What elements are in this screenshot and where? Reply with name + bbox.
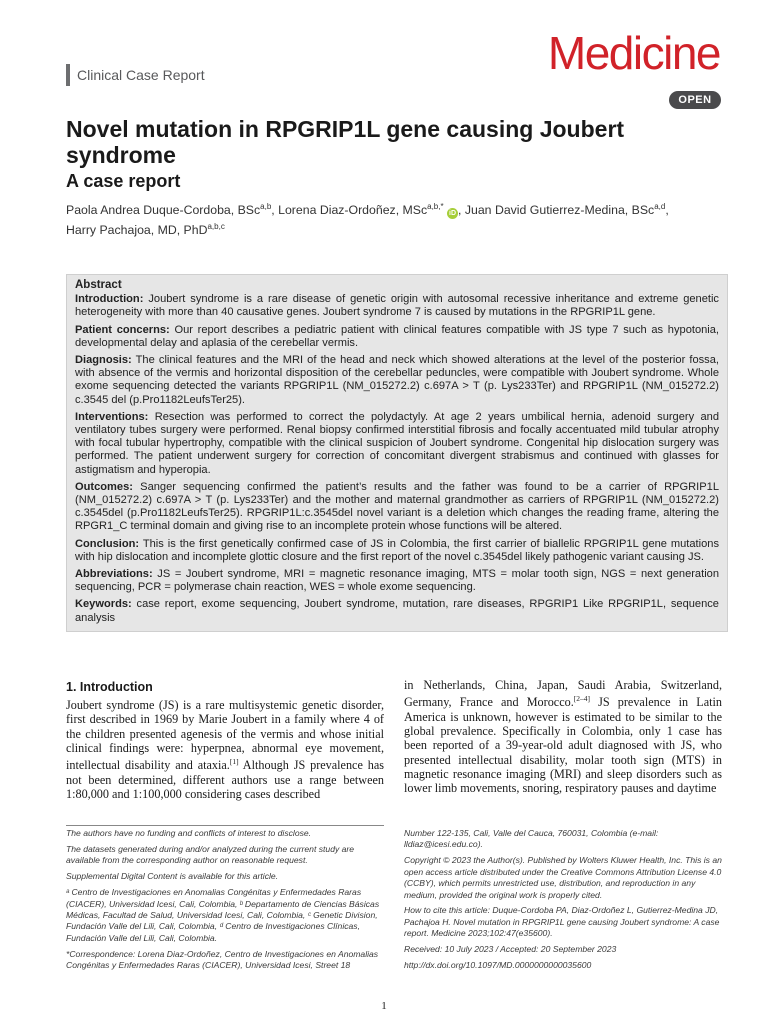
citation-link[interactable]: [1] (229, 757, 239, 767)
body-text-right-column: in Netherlands, China, Japan, Saudi Arabia, Switzerland, Germany, France and Morocco.[2–4] JS prevalence in Latin America is unknown, however is estimated to be similar to the global prevalence. Specifically in Colombia, only 1 case has been reported of a 39-year-old adult diagnosed with JS, who presented intellectual disability, molar tooth sign (MTS) in magnetic resonance imaging (MRI) and sleep disorders such as lower limb movements, snoring, respiratory pauses and daytime (404, 678, 722, 796)
page-number: 1 (381, 1000, 387, 1012)
abstract-heading: Abstract (75, 279, 122, 291)
abstract-box (66, 274, 728, 632)
section-heading-introduction: 1. Introduction (66, 680, 153, 694)
author: Juan David Gutierrez-Medina, BSc$^{a,d}$, (464, 202, 669, 218)
article-title: Novel mutation in RPGRIP1L gene causing Joubert syndrome (66, 116, 625, 168)
footnote-correspondence: *Correspondence: Lorena Diaz-Ordoñez, Centro de Investigaciones en Anomalias Congénitas y Enfermedades Raras (CIACER), Universidad Icesi, Street 18 (66, 948, 379, 971)
citation-link[interactable]: [2–4] (573, 694, 591, 704)
abstract-patient-concerns: Patient concerns: Our report describes a pediatric patient with clinical features compatible with JS type 7 such as hypotonia, developmental delay and aplasia of the cerebellar vermis. (75, 323, 719, 349)
abstract-abbreviations: Abbreviations: JS = Joubert syndrome, MRI = magnetic resonance imaging, MTS = molar tooth sign, NGS = next generation sequencing, PCR = polymerase chain reaction, WES = whole exome sequencing. (75, 568, 719, 594)
footnote-citation: How to cite this article: Duque-Cordoba PA, Diaz-Ordoñez L, Gutierrez-Medina JD, Pachajoa H. Novel mutation in RPGRIP1L gene causing Joubert syndrome: A case report. Medicine 2023;102:47(e35600). (404, 905, 720, 939)
body-text-left-column: Joubert syndrome (JS) is a rare multisystemic genetic disorder, first described in 1969 by Marie Joubert in a family where 4 of the children presented agenesis of the vermis and whose initial clinical findings were: hyperpnea, abnormal eye movement, intellectual disability and ataxia.[1] Although JS prevalence has not been determined, different authors use a range between 1:80,000 and 1:100,000 considering cases described (66, 698, 384, 801)
footnote-affiliations: ᵃ Centro de Investigaciones en Anomalias Congénitas y Enfermedades Raras (CIACER), Universidad Icesi, Cali, Colombia, ᵇ Departamento de Ciencias Básicas Médicas, Facultad de Salud, Universidad Icesi, Cali, Colombia, ᶜ Genetic Division, Fundación Valle del Lili, Cali, Colombia, ᵈ Centro de Investigaciones Clínicas, Fundación Valle del Lili, Cali, Colombia. (66, 887, 380, 943)
footnote-dates: Received: 10 July 2023 / Accepted: 20 September 2023 (404, 944, 617, 955)
author: Harry Pachajoa, MD, PhD$^{a,b,c}$ (66, 222, 225, 238)
footnote-address: Number 122-135, Cali, Valle del Cauca, 760031, Colombia (e-mail: lldiaz@icesi.edu.co). (404, 828, 659, 850)
article-subtitle: A case report (66, 171, 181, 191)
author: Paola Andrea Duque-Cordoba, BSc$^{a,b}$, (66, 202, 279, 218)
footnote-supplemental: Supplemental Digital Content is available for this article. (66, 871, 279, 882)
footnotes-right (404, 828, 722, 976)
abstract-keywords: Keywords: case report, exome sequencing, Joubert syndrome, mutation, rare diseases, RPGRIP1 Like RPGRIP1L, sequence analysis (75, 598, 719, 624)
journal-logo: Medicine (547, 27, 720, 79)
open-access-badge: OPEN (669, 91, 721, 109)
footnotes-left (66, 828, 384, 976)
footnote-funding: The authors have no funding and conflicts of interest to disclose. (66, 828, 312, 838)
footnote-divider (66, 825, 384, 826)
abstract-interventions: Interventions: Resection was performed to correct the polydactyly. At age 2 years umbilical hernia, adenoid surgery and ventilatory tubes surgery were performed. Renal biopsy confirmed interstitial fibrosis and focally accentuated mild tubular atrophy with focal tubular hypertrophy, compatible with the clinical suspicion of Joubert syndrome. Congenital hip dislocation surgery was performed. The patient underwent surgery for correction of concomitant divergent strabismus and continued with glasses for astigmatism and hyperopia. (75, 410, 719, 476)
footnote-doi-link[interactable]: http://dx.doi.org/10.1097/MD.0000000000035600 (404, 960, 592, 971)
section-label: Clinical Case Report (66, 64, 205, 86)
abstract-conclusion: Conclusion: This is the first genetically confirmed case of JS in Colombia, the first carrier of biallelic RPGRIP1L gene mutations with hip dislocation and incomplete glottic closure and the first report of the novel c.3545del likely pathogenic variant causing JS. (75, 537, 719, 563)
author: Lorena Diaz-Ordoñez, MSc$^{a,b,*}$ iD , (278, 202, 465, 218)
abstract-diagnosis: Diagnosis: The clinical features and the MRI of the head and neck which showed alterations at the level of the posterior fossa, with absence of the vermis and horizontal disposition of the cerebellar peduncles, were compatible with Joubert syndrome. Whole exome sequencing detected the variants RPGRIP1L (NM_015272.2) c.697A > T (p. Lys233Ter) and RPGRIP1L (NM_015272.2) c.3545 del (p.Pro1182LeufsTer25). (75, 354, 719, 406)
abstract-introduction: Introduction: Joubert syndrome is a rare disease of genetic origin with autosomal recessive inheritance and extreme genetic heterogeneity with more than 40 causative genes. Joubert syndrome 7 is caused by mutations in the RPGRIP1L gene. (75, 293, 719, 319)
abstract-outcomes: Outcomes: Sanger sequencing confirmed the patient’s results and the father was found to be a carrier of RPGRIP1L (NM_015272.2) c.697A > T (p. Lys233Ter) and the mother and maternal grandmother as carriers of RPGRIP1L (NM_015272.2) c.3545del (p.Pro1182LeufsTer25). RPGRIP1L:c.3545del novel variant is a deletion which changes the reading frame, altering the RPGR1_C terminal domain and giving rise to an incomplete protein whose functions will be altered. (75, 480, 719, 533)
orcid-icon[interactable]: iD (449, 210, 457, 218)
author-list (66, 199, 716, 238)
footnote-data-availability: The datasets generated during and/or analyzed during the current study are available from the corresponding author on reasonable request. (66, 843, 355, 866)
footnote-copyright: Copyright © 2023 the Author(s). Published by Wolters Kluwer Health, Inc. This is an open access article distributed under the Creative Commons Attribution License 4.0 (CCBY), which permits unrestricted use, distribution, and reproduction in any medium, provided the original work is properly cited. (404, 855, 722, 900)
